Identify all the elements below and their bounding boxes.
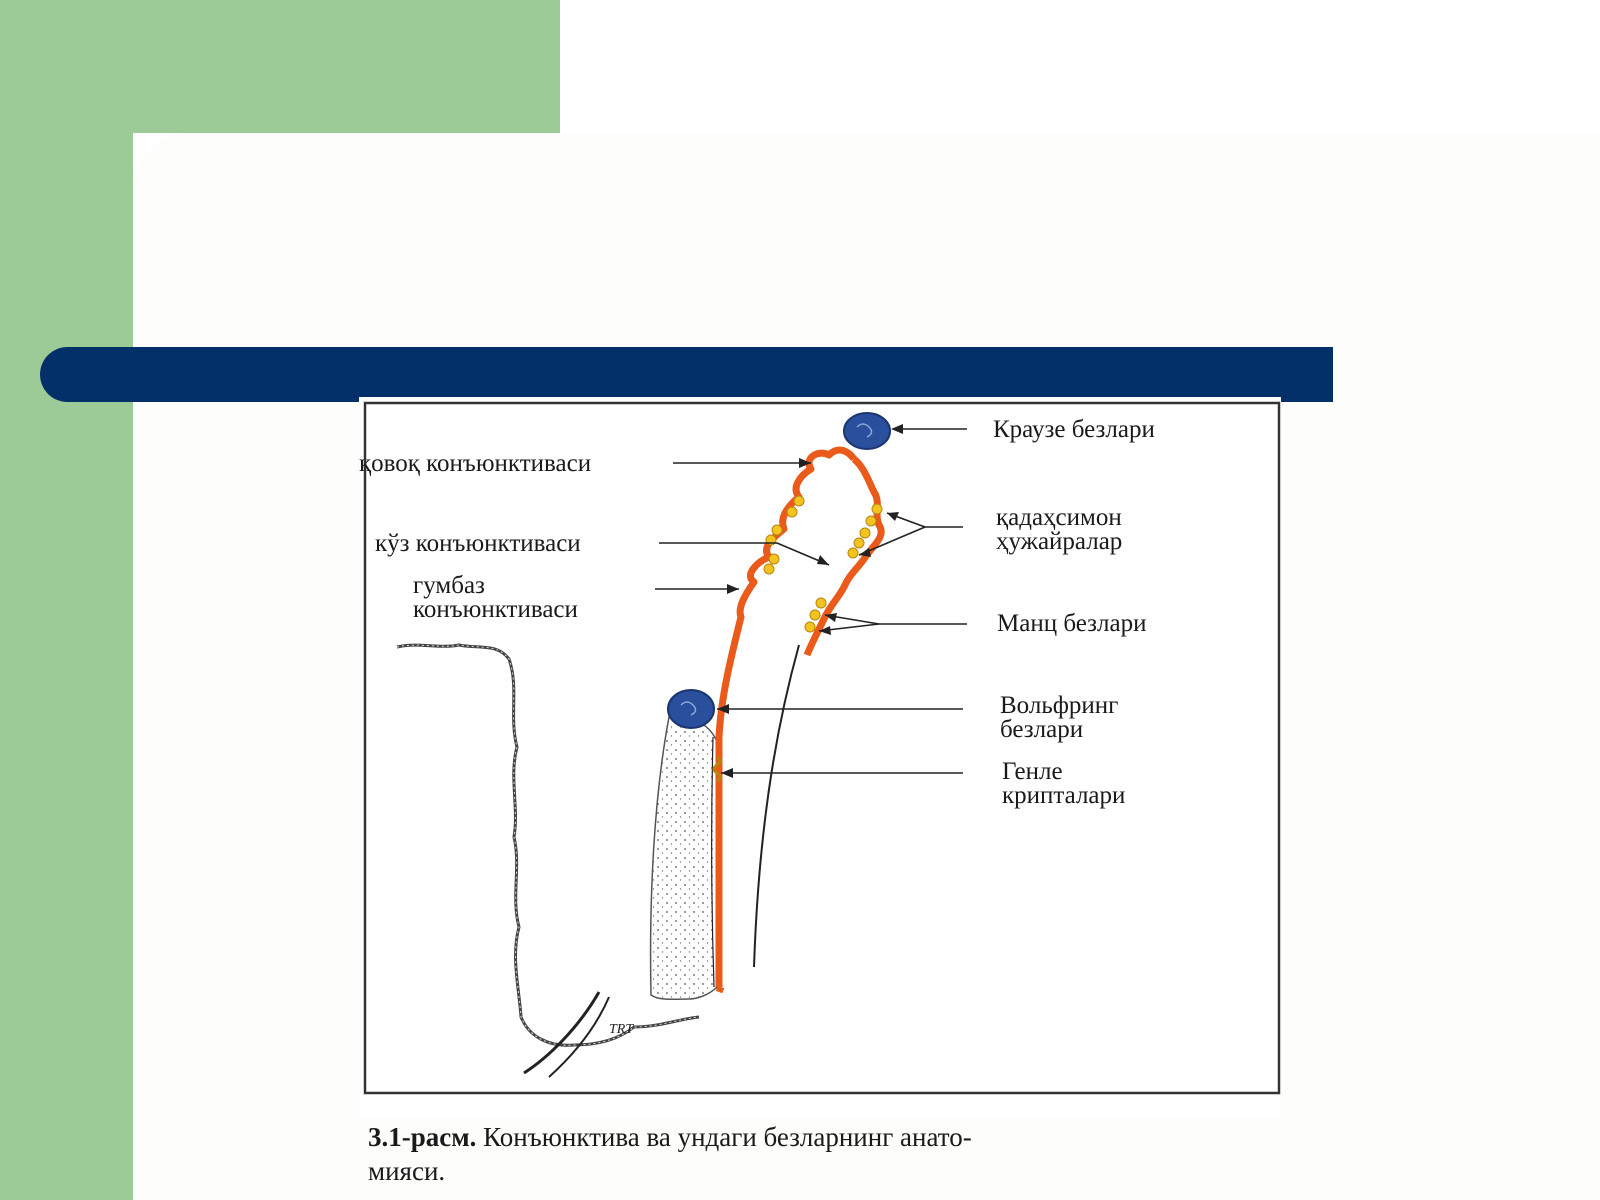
figure bbox=[359, 397, 1281, 1117]
figure-frame bbox=[365, 403, 1279, 1093]
lid-margin-band bbox=[719, 987, 721, 992]
title-bar bbox=[40, 347, 1333, 402]
label-henle-2: крипталари bbox=[1002, 782, 1126, 809]
artist-mark: TRT bbox=[609, 1022, 634, 1037]
label-fornix-2: конъюнктиваси bbox=[413, 596, 578, 623]
figure-caption bbox=[368, 1120, 1248, 1188]
caption-text-line2: мияси. bbox=[368, 1156, 446, 1186]
label-fornix-1: гумбаз bbox=[413, 572, 485, 599]
label-goblet-2: ҳужайралар bbox=[996, 528, 1123, 555]
krause-gland bbox=[844, 413, 890, 449]
caption-text: Конъюнктива ва ундаги безларнинг анато- bbox=[483, 1122, 972, 1152]
label-henle-1: Генле bbox=[1002, 758, 1063, 785]
wolfring-gland bbox=[668, 690, 714, 728]
label-goblet-1: қадаҳсимон bbox=[996, 504, 1122, 531]
label-eyelid-conjunctiva: қовоқ конъюнктиваси bbox=[359, 450, 592, 477]
label-eye-conjunctiva: кўз конъюнктиваси bbox=[375, 530, 581, 557]
label-krause: Краузе безлари bbox=[993, 416, 1155, 443]
label-manz: Манц безлари bbox=[997, 610, 1147, 637]
green-side-bar bbox=[0, 0, 133, 1200]
caption-number: 3.1-расм. bbox=[368, 1122, 477, 1152]
label-wolfring-2: безлари bbox=[1000, 716, 1084, 743]
label-wolfring-1: Вольфринг bbox=[1000, 692, 1119, 719]
conjunctiva-diagram bbox=[359, 397, 1281, 1117]
